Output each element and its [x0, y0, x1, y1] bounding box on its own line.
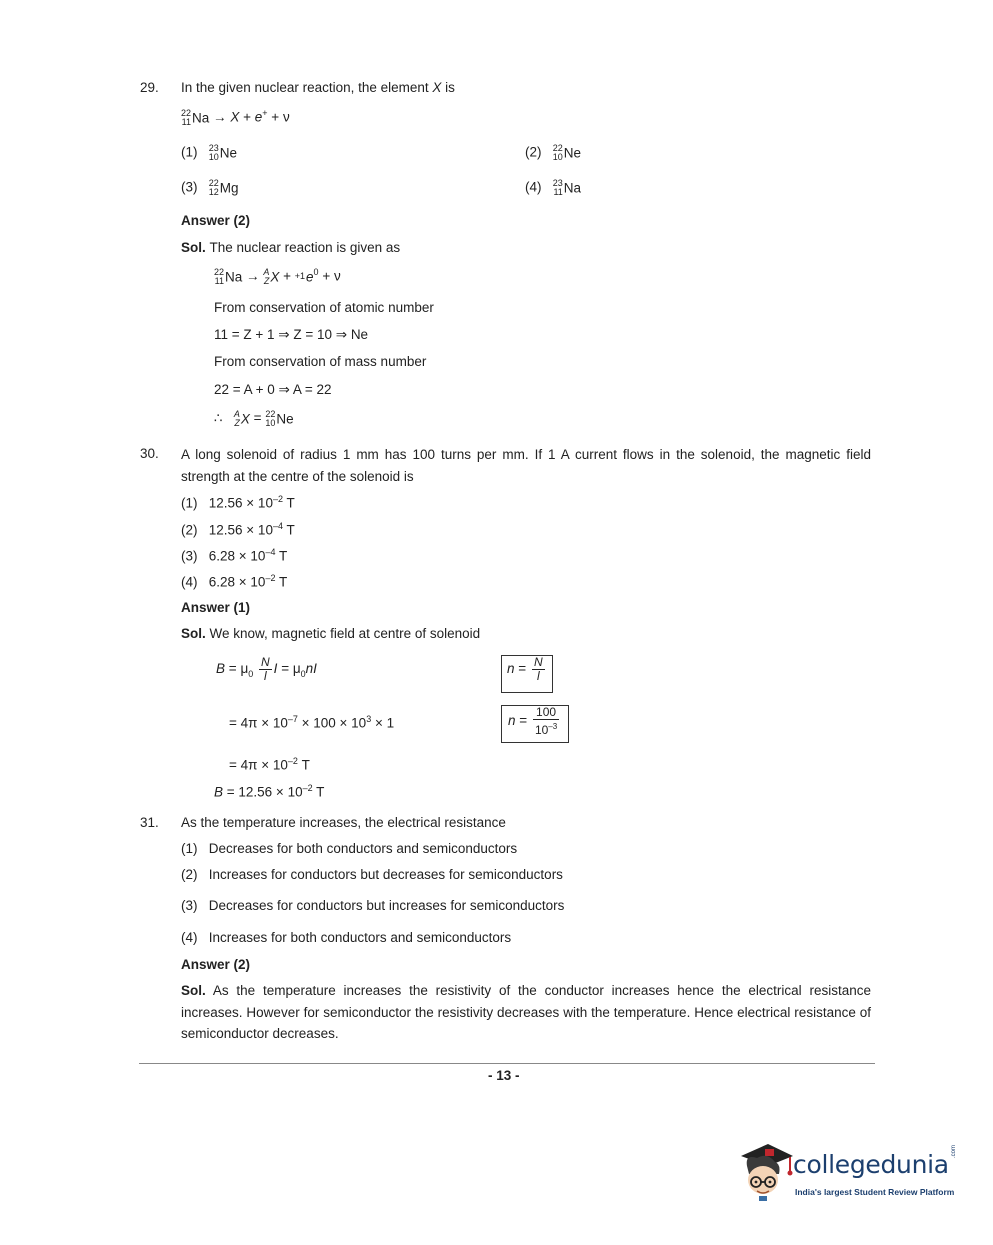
- answer-label: Answer (2): [181, 957, 251, 972]
- solution-line: From conservation of mass number: [214, 354, 427, 369]
- option-3[interactable]: (3) Decreases for conductors but increases for semiconductors: [181, 898, 565, 913]
- solution-line: From conservation of atomic number: [214, 300, 434, 315]
- option-4[interactable]: (4) 23 11 Na: [525, 178, 582, 197]
- question-stem: As the temperature increases, the electrical resistance: [181, 815, 506, 830]
- formula-substitution: = $4\pi \times 10^{-7} \times 100 \times 10^3 \times 1$: [229, 714, 395, 731]
- option-symbol: Na: [563, 180, 582, 196]
- solution-paragraph: Sol. As the temperature increases the resistivity of the conductor increases hence the electrical resistance increases. However for semiconductor the resistivity decreases with the temperature. Hence electrical resistance of semiconductor decreases.: [181, 983, 871, 1041]
- option-symbol: Mg: [219, 180, 239, 196]
- question-number: 29.: [140, 80, 159, 95]
- stem-text-end: is: [441, 80, 455, 95]
- option-label: (4): [525, 179, 542, 195]
- question-stem: A long solenoid of radius 1 mm has 100 turns per mm. If 1 A current flows in the solenoid, the magnetic field strength at the centre of the solenoid is: [181, 447, 871, 484]
- option-4[interactable]: (4) Increases for both conductors and semiconductors: [181, 930, 512, 945]
- brand-tagline: India's largest Student Review Platform: [795, 1187, 955, 1197]
- neutrino: ν: [282, 109, 290, 125]
- solution-line: 22 = A + 0 ⇒ A = 22: [214, 382, 332, 397]
- option-2[interactable]: (2) $12.56 \times 10^{-4}$ T: [181, 521, 295, 538]
- brand-domain: .com: [951, 1144, 957, 1158]
- option-2[interactable]: (2) Increases for conductors but decreases for semiconductors: [181, 867, 563, 882]
- brand-name: collegedunia: [793, 1150, 949, 1179]
- answer-label: Answer (2): [181, 213, 251, 228]
- option-symbol: Ne: [219, 145, 238, 161]
- plus-sign: +: [243, 109, 251, 125]
- reaction-equation: [181, 108, 290, 127]
- question-number: 31.: [140, 815, 159, 830]
- stem-variable: X: [432, 80, 442, 95]
- option-1[interactable]: (1) $12.56 \times 10^{-2}$ T: [181, 494, 295, 511]
- therefore-icon: ∴: [214, 410, 223, 426]
- formula-magnetic-field: $B = \mu_0$ $\frac{N}{l}$ $I = \mu_0nI$: [216, 655, 317, 683]
- option-label: (2): [525, 144, 542, 160]
- option-2[interactable]: (2) 22 10 Ne: [525, 143, 582, 162]
- sol-label: Sol.: [181, 240, 206, 255]
- option-3[interactable]: (3) $6.28 \times 10^{-4}$ T: [181, 547, 288, 564]
- option-symbol: Ne: [563, 145, 582, 161]
- question-number: 30.: [140, 446, 159, 461]
- solution-equation: 22 11 Na → A Z X + +1 $e^0 + \nu$: [214, 266, 341, 286]
- option-4[interactable]: (4) $6.28 \times 10^{-2}$ T: [181, 573, 288, 590]
- answer-label: Answer (1): [181, 600, 251, 615]
- solution-intro: Sol. We know, magnetic field at centre of solenoid: [181, 626, 481, 641]
- option-1[interactable]: (1) 23 10 Ne: [181, 143, 238, 162]
- bracket-content: n = $\frac{N}{l}$: [505, 656, 549, 683]
- solution-result: ∴ A Z X = 22 10 Ne: [214, 409, 294, 428]
- question-stem: [181, 80, 455, 95]
- option-3[interactable]: (3) 22 12 Mg: [181, 178, 239, 197]
- bracket-content: n = $\frac{100}{10^{-3}}$: [506, 706, 563, 737]
- positron-charge: +: [262, 108, 268, 118]
- solution-intro: [181, 240, 400, 255]
- arrow-symbol: →: [213, 109, 227, 125]
- element-x: X: [230, 109, 240, 125]
- option-label: (3): [181, 179, 198, 195]
- element-symbol: Na: [192, 110, 210, 126]
- formula-step: = $4\pi \times 10^{-2}$ T: [229, 756, 310, 773]
- solution-line: 11 = Z + 1 ⇒ Z = 10 ⇒ Ne: [214, 327, 369, 342]
- footer-divider: [139, 1063, 875, 1064]
- sol-text: The nuclear reaction is given as: [209, 240, 401, 255]
- page-number: - 13 -: [488, 1068, 520, 1083]
- option-1[interactable]: (1) Decreases for both conductors and semiconductors: [181, 841, 518, 856]
- collegedunia-mascot-icon: [735, 1140, 797, 1202]
- stem-text: In the given nuclear reaction, the element: [181, 80, 433, 95]
- plus-sign: +: [271, 109, 280, 125]
- option-label: (1): [181, 144, 198, 160]
- positron: e: [254, 109, 263, 125]
- formula-result: $B = 12.56 \times 10^{-2}$ T: [214, 783, 325, 800]
- nuclide-script: 22 11: [181, 107, 192, 127]
